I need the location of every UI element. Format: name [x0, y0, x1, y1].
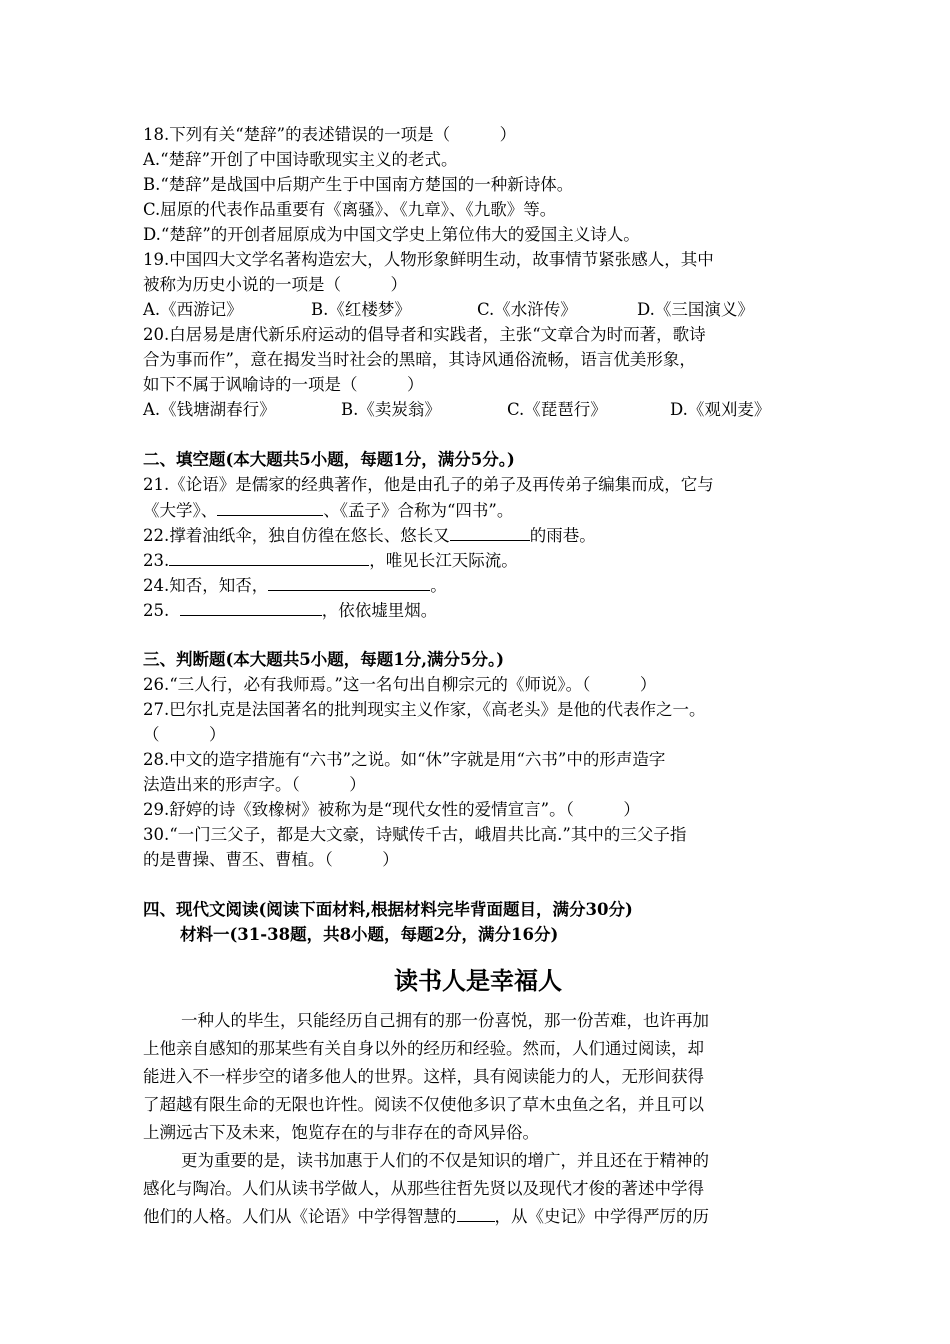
- q24-blank[interactable]: [268, 572, 430, 591]
- q30-line1: 30.“一门三父子，都是大文豪，诗赋传千古，峨眉共比高.”其中的三父子指: [143, 825, 687, 844]
- p1-line3: 能进入不一样步空的诸多他人的世界。这样，具有阅读能力的人，无形间获得: [143, 1067, 704, 1086]
- q19-option-a: A.《西游记》: [143, 300, 243, 319]
- q23-text-a: 23.: [143, 551, 170, 570]
- q20-option-c: C.《琵琶行》: [507, 400, 607, 419]
- q28-line2: 法造出来的形声字。（ ）: [143, 775, 366, 794]
- q27-line1: 27.巴尔扎克是法国著名的批判现实主义作家，《高老头》是他的代表作之一。: [143, 700, 706, 719]
- q21-blank[interactable]: [217, 497, 323, 516]
- q22-text-b: 的雨巷。: [529, 526, 596, 545]
- q20-option-d: D.《观刈麦》: [670, 400, 771, 419]
- q22-blank[interactable]: [450, 522, 530, 541]
- q19-stem-line1: 19.中国四大文学名著构造宏大，人物形象鲜明生动，故事情节紧张感人，其中: [143, 250, 714, 269]
- section4-subheading: 材料一(31-38题，共8小题，每题2分，满分16分): [180, 925, 559, 944]
- q21-line1: 21.《论语》是儒家的经典著作，他是由孔子的弟子及再传弟子编集而成，它与: [143, 475, 714, 494]
- article-paragraph-2: [143, 1147, 813, 1231]
- p2-blank[interactable]: [457, 1203, 495, 1222]
- q18-option-a: A.“楚辞”开创了中国诗歌现实主义的老式。: [143, 150, 458, 169]
- p2-line1: 更为重要的是，读书加惠于人们的不仅是知识的增广，并且还在于精神的: [181, 1151, 709, 1170]
- section2-heading: 二、填空题(本大题共5小题，每题1分，满分5分。): [143, 450, 515, 469]
- q20-stem-line3: 如下不属于讽喻诗的一项是（ ）: [143, 375, 424, 394]
- p2-line2: 感化与陶冶。人们从读书学做人，从那些往哲先贤以及现代才俊的著述中学得: [143, 1179, 704, 1198]
- article-title: 读书人是幸福人: [394, 966, 562, 995]
- q24-text-a: 24.知否，知否，: [143, 576, 269, 595]
- p1-line4: 了超越有限生命的无限也许性。阅读不仅使他多识了草木虫鱼之名，并且可以: [143, 1095, 704, 1114]
- q24-text-b: 。: [430, 576, 447, 595]
- section3-heading: 三、判断题(本大题共5小题，每题1分,满分5分。): [143, 650, 505, 669]
- q21-text-b: 、《孟子》合称为“四书”。: [323, 501, 514, 520]
- q18-option-b: B.“楚辞”是战国中后期产生于中国南方楚国的一种新诗体。: [143, 175, 574, 194]
- q18-option-d: D.“楚辞”的开创者屈原成为中国文学史上第位伟大的爱国主义诗人。: [143, 225, 640, 244]
- q25-text-a: 25.: [143, 601, 170, 620]
- q25-line: [143, 597, 813, 622]
- q20-stem-line2: 合为事而作”，意在揭发当时社会的黑暗，其诗风通俗流畅，语言优美形象，: [143, 350, 696, 369]
- q21-line2: [143, 497, 813, 522]
- q22-text-a: 22.撑着油纸伞，独自仿徨在悠长、悠长又: [143, 526, 450, 545]
- q25-text-b: ，依依墟里烟。: [321, 601, 438, 620]
- q19-option-b: B.《红楼梦》: [311, 300, 411, 319]
- q19-options: [143, 297, 813, 322]
- q23-line: [143, 547, 813, 572]
- p2-text-b: ，从《史记》中学得严厉的历: [494, 1207, 709, 1226]
- q29-line: 29.舒婷的诗《致橡树》被称为是“现代女性的爱情宣言”。（ ）: [143, 800, 640, 819]
- q19-option-c: C.《水浒传》: [477, 300, 577, 319]
- p2-line3: [143, 1203, 813, 1231]
- section4-heading: 四、现代文阅读(阅读下面材料,根据材料完毕背面题目，满分30分): [143, 900, 633, 919]
- q28-line1: 28.中文的造字措施有“六书”之说。如“休”字就是用“六书”中的形声造字: [143, 750, 666, 769]
- q27-line2: （ ）: [143, 725, 226, 744]
- q19-stem-line2: 被称为历史小说的一项是（ ）: [143, 275, 407, 294]
- q18-option-c: C.屈原的代表作品重要有《离骚》、《九章》、《九歌》等。: [143, 200, 557, 219]
- q23-text-b: ，唯见长江天际流。: [369, 551, 518, 570]
- q24-line: [143, 572, 813, 597]
- q20-options: [143, 397, 813, 422]
- q30-line2: 的是曹操、曹丕、曹植。（ ）: [143, 850, 399, 869]
- q26-line: 26.“三人行，必有我师焉。”这一名句出自柳宗元的《师说》。（ ）: [143, 675, 657, 694]
- p1-line2: 上他亲自感知的那某些有关自身以外的经历和经验。然而，人们通过阅读，却: [143, 1039, 704, 1058]
- q23-blank[interactable]: [169, 547, 369, 566]
- q18-stem: 18.下列有关“楚辞”的表述错误的一项是（ ）: [143, 125, 517, 144]
- q20-option-a: A.《钱塘湖春行》: [143, 400, 276, 419]
- q21-text-a: 《大学》、: [143, 501, 218, 520]
- article-paragraph-1: [143, 1007, 813, 1147]
- document-page: [143, 122, 813, 1231]
- q25-blank[interactable]: [180, 597, 322, 616]
- q22-line: [143, 522, 813, 547]
- p2-text-a: 他们的人格。人们从《论语》中学得智慧的: [143, 1207, 457, 1226]
- q20-stem-line1: 20.白居易是唐代新乐府运动的倡导者和实践者，主张“文章合为时而著，歌诗: [143, 325, 706, 344]
- p1-line1: 一种人的毕生，只能经历自己拥有的那一份喜悦，那一份苦难，也许再加: [181, 1011, 709, 1030]
- q20-option-b: B.《卖炭翁》: [341, 400, 441, 419]
- q19-option-d: D.《三国演义》: [637, 300, 754, 319]
- p1-line5: 上溯远古下及未来，饱览存在的与非存在的奇风异俗。: [143, 1123, 539, 1142]
